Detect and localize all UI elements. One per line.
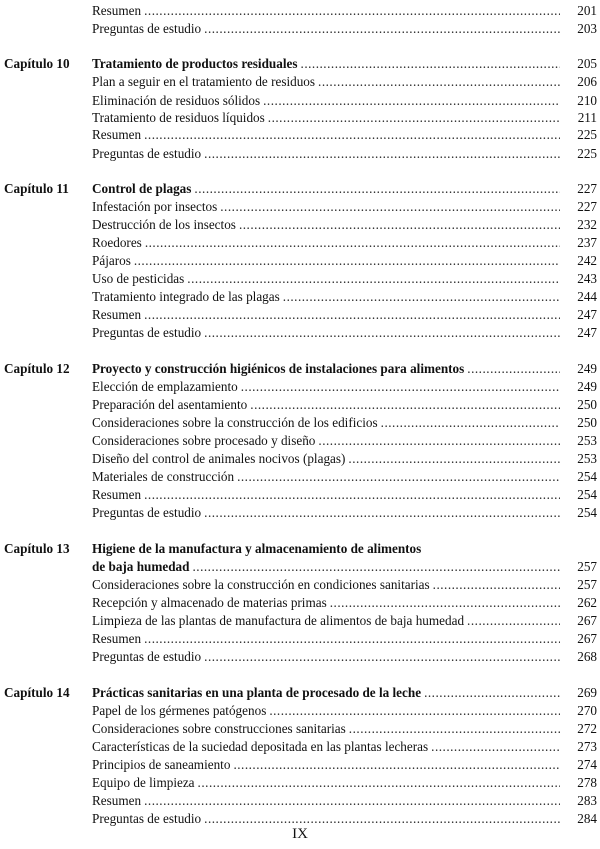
dot-leader xyxy=(241,378,560,396)
toc-chapter xyxy=(92,558,597,576)
dot-leader xyxy=(204,20,560,38)
toc-entry xyxy=(92,612,597,630)
toc-entry xyxy=(92,576,597,594)
page-ref: 227 xyxy=(577,199,597,214)
toc-entry xyxy=(92,2,597,20)
dot-leader xyxy=(204,324,560,342)
dot-leader xyxy=(239,216,560,234)
entry-title: Roedores xyxy=(92,235,142,250)
toc-entry xyxy=(92,486,597,504)
toc-chapter xyxy=(4,180,597,198)
toc-entry xyxy=(92,468,597,486)
chapter-title: Higiene de la manufactura y almacenamiento de alimentos xyxy=(92,541,422,556)
dot-leader xyxy=(204,648,560,666)
toc-entry xyxy=(92,73,597,91)
dot-leader xyxy=(144,792,560,810)
toc-entry xyxy=(92,306,597,324)
entry-title: Pájaros xyxy=(92,253,131,268)
dot-leader xyxy=(348,450,560,468)
toc-entry xyxy=(92,145,597,163)
entry-title: Plan a seguir en el tratamiento de residuos xyxy=(92,74,316,89)
toc-entry xyxy=(92,594,597,612)
entry-title: Uso de pesticidas xyxy=(92,271,185,286)
entry-title: Tratamiento integrado de las plagas xyxy=(92,289,280,304)
dot-leader xyxy=(318,432,560,450)
page-ref: 257 xyxy=(577,577,597,592)
dot-leader xyxy=(349,720,560,738)
page-ref: 254 xyxy=(577,505,597,520)
entry-title: Equipo de limpieza xyxy=(92,775,195,790)
entry-title: Diseño del control de animales nocivos (plagas) xyxy=(92,451,346,466)
dot-leader xyxy=(144,486,560,504)
dot-leader xyxy=(301,55,560,73)
dot-leader xyxy=(250,396,560,414)
toc-entry xyxy=(92,270,597,288)
page-ref: 225 xyxy=(577,127,597,142)
dot-leader xyxy=(330,594,560,612)
page-ref: 262 xyxy=(577,595,597,610)
entry-title: Preparación del asentamiento xyxy=(92,397,248,412)
page-ref: 210 xyxy=(577,93,597,108)
entry-title: Preguntas de estudio xyxy=(92,325,202,340)
entry-title: Destrucción de los insectos xyxy=(92,217,236,232)
entry-title: Consideraciones sobre procesado y diseño xyxy=(92,433,316,448)
toc-entry xyxy=(92,414,597,432)
entry-title: Consideraciones sobre la construcción en condiciones sanitarias xyxy=(92,577,430,592)
toc-entry xyxy=(92,450,597,468)
dot-leader xyxy=(431,738,560,756)
page-ref: 225 xyxy=(577,146,597,161)
page-ref: 206 xyxy=(577,74,597,89)
dot-leader xyxy=(233,756,560,774)
entry-title: Resumen xyxy=(92,793,142,808)
page-ref: 267 xyxy=(577,631,597,646)
dot-leader xyxy=(144,306,560,324)
page-ref: 247 xyxy=(577,307,597,322)
page-ref: 253 xyxy=(577,433,597,448)
toc-entry xyxy=(92,252,597,270)
entry-title: Preguntas de estudio xyxy=(92,649,202,664)
toc-entry xyxy=(92,630,597,648)
dot-leader xyxy=(144,126,560,144)
toc-entry xyxy=(92,432,597,450)
page-ref: 273 xyxy=(577,739,597,754)
dot-leader xyxy=(134,252,560,270)
chapter-title: de baja humedad xyxy=(92,559,190,574)
toc-entry xyxy=(92,109,597,127)
toc-entry xyxy=(92,20,597,38)
entry-title: Elección de emplazamiento xyxy=(92,379,238,394)
dot-leader xyxy=(424,684,560,702)
page-ref: 284 xyxy=(577,811,597,826)
toc-chapter xyxy=(4,360,597,378)
dot-leader xyxy=(433,576,560,594)
toc-entry xyxy=(92,126,597,144)
page-ref: 203 xyxy=(577,21,597,36)
page-ref: 232 xyxy=(577,217,597,232)
toc-entry xyxy=(92,378,597,396)
toc-entry xyxy=(92,92,597,110)
toc-entry xyxy=(92,792,597,810)
page-ref: 250 xyxy=(577,415,597,430)
entry-title: Características de la suciedad depositada en las plantas lecheras xyxy=(92,739,429,754)
chapter-number: Capítulo 11 xyxy=(4,181,69,196)
dot-leader xyxy=(381,414,560,432)
toc-entry xyxy=(92,720,597,738)
chapter-number: Capítulo 14 xyxy=(4,685,70,700)
page-ref: 254 xyxy=(577,469,597,484)
dot-leader xyxy=(144,2,560,20)
page-ref: 249 xyxy=(577,361,597,376)
page-ref: 274 xyxy=(577,757,597,772)
page-ref: 254 xyxy=(577,487,597,502)
entry-title: Resumen xyxy=(92,631,142,646)
entry-title: Preguntas de estudio xyxy=(92,146,202,161)
toc-entry xyxy=(92,648,597,666)
page-ref: 247 xyxy=(577,325,597,340)
entry-title: Preguntas de estudio xyxy=(92,811,202,826)
dot-leader xyxy=(198,774,560,792)
page-ref: 253 xyxy=(577,451,597,466)
toc-entry xyxy=(92,198,597,216)
dot-leader xyxy=(192,558,560,576)
dot-leader xyxy=(194,180,560,198)
toc-entry xyxy=(92,216,597,234)
toc-entry xyxy=(92,324,597,342)
chapter-title: Control de plagas xyxy=(92,181,192,196)
toc-entry xyxy=(92,234,597,252)
chapter-number: Capítulo 12 xyxy=(4,361,70,376)
page-ref: 278 xyxy=(577,775,597,790)
entry-title: Papel de los gérmenes patógenos xyxy=(92,703,267,718)
toc-entry xyxy=(92,738,597,756)
entry-title: Principios de saneamiento xyxy=(92,757,231,772)
toc-entry xyxy=(92,504,597,522)
page-ref: 249 xyxy=(577,379,597,394)
page-ref: 257 xyxy=(577,559,597,574)
page-ref: 267 xyxy=(577,613,597,628)
dot-leader xyxy=(283,288,560,306)
page-ref: 205 xyxy=(577,56,597,71)
page-number: IX xyxy=(292,826,308,842)
page-ref: 268 xyxy=(577,649,597,664)
toc-entry xyxy=(92,702,597,720)
entry-title: Eliminación de residuos sólidos xyxy=(92,93,261,108)
entry-title: Preguntas de estudio xyxy=(92,21,202,36)
entry-title: Infestación por insectos xyxy=(92,199,218,214)
entry-title: Resumen xyxy=(92,3,142,18)
dot-leader xyxy=(263,92,560,110)
page-ref: 243 xyxy=(577,271,597,286)
page-ref: 272 xyxy=(577,721,597,736)
page-ref: 201 xyxy=(577,3,597,18)
chapter-title: Proyecto y construcción higiénicos de instalaciones para alimentos xyxy=(92,361,465,376)
entry-title: Resumen xyxy=(92,307,142,322)
page-ref: 227 xyxy=(577,181,597,196)
dot-leader xyxy=(467,360,560,378)
page-ref: 242 xyxy=(577,253,597,268)
dot-leader xyxy=(187,270,560,288)
chapter-number: Capítulo 10 xyxy=(4,56,70,71)
dot-leader xyxy=(237,468,560,486)
entry-title: Resumen xyxy=(92,127,142,142)
dot-leader xyxy=(467,612,560,630)
entry-title: Materiales de construcción xyxy=(92,469,235,484)
page-ref: 237 xyxy=(577,235,597,250)
toc-entry xyxy=(92,774,597,792)
toc-entry xyxy=(92,288,597,306)
dot-leader xyxy=(145,234,560,252)
chapter-title: Prácticas sanitarias en una planta de procesado de la leche xyxy=(92,685,422,700)
entry-title: Tratamiento de residuos líquidos xyxy=(92,110,265,125)
dot-leader xyxy=(268,109,560,127)
entry-title: Resumen xyxy=(92,487,142,502)
entry-title: Preguntas de estudio xyxy=(92,505,202,520)
page-ref: 211 xyxy=(577,110,597,125)
entry-title: Recepción y almacenado de materias primas xyxy=(92,595,327,610)
page-ref: 244 xyxy=(577,289,597,304)
page-ref: 250 xyxy=(577,397,597,412)
chapter-title: Tratamiento de productos residuales xyxy=(92,56,298,71)
dot-leader xyxy=(269,702,560,720)
toc-chapter xyxy=(4,684,597,702)
toc-entry xyxy=(92,756,597,774)
entry-title: Limpieza de las plantas de manufactura de alimentos de baja humedad xyxy=(92,613,465,628)
page-ref: 283 xyxy=(577,793,597,808)
dot-leader xyxy=(220,198,560,216)
entry-title: Consideraciones sobre la construcción de los edificios xyxy=(92,415,378,430)
toc-chapter xyxy=(4,540,597,558)
dot-leader xyxy=(318,73,560,91)
page-ref: 270 xyxy=(577,703,597,718)
dot-leader xyxy=(204,504,560,522)
toc-chapter xyxy=(4,55,597,73)
dot-leader xyxy=(204,145,560,163)
page-ref: 269 xyxy=(577,685,597,700)
toc-entry xyxy=(92,396,597,414)
chapter-number: Capítulo 13 xyxy=(4,541,70,556)
dot-leader xyxy=(144,630,560,648)
entry-title: Consideraciones sobre construcciones sanitarias xyxy=(92,721,346,736)
